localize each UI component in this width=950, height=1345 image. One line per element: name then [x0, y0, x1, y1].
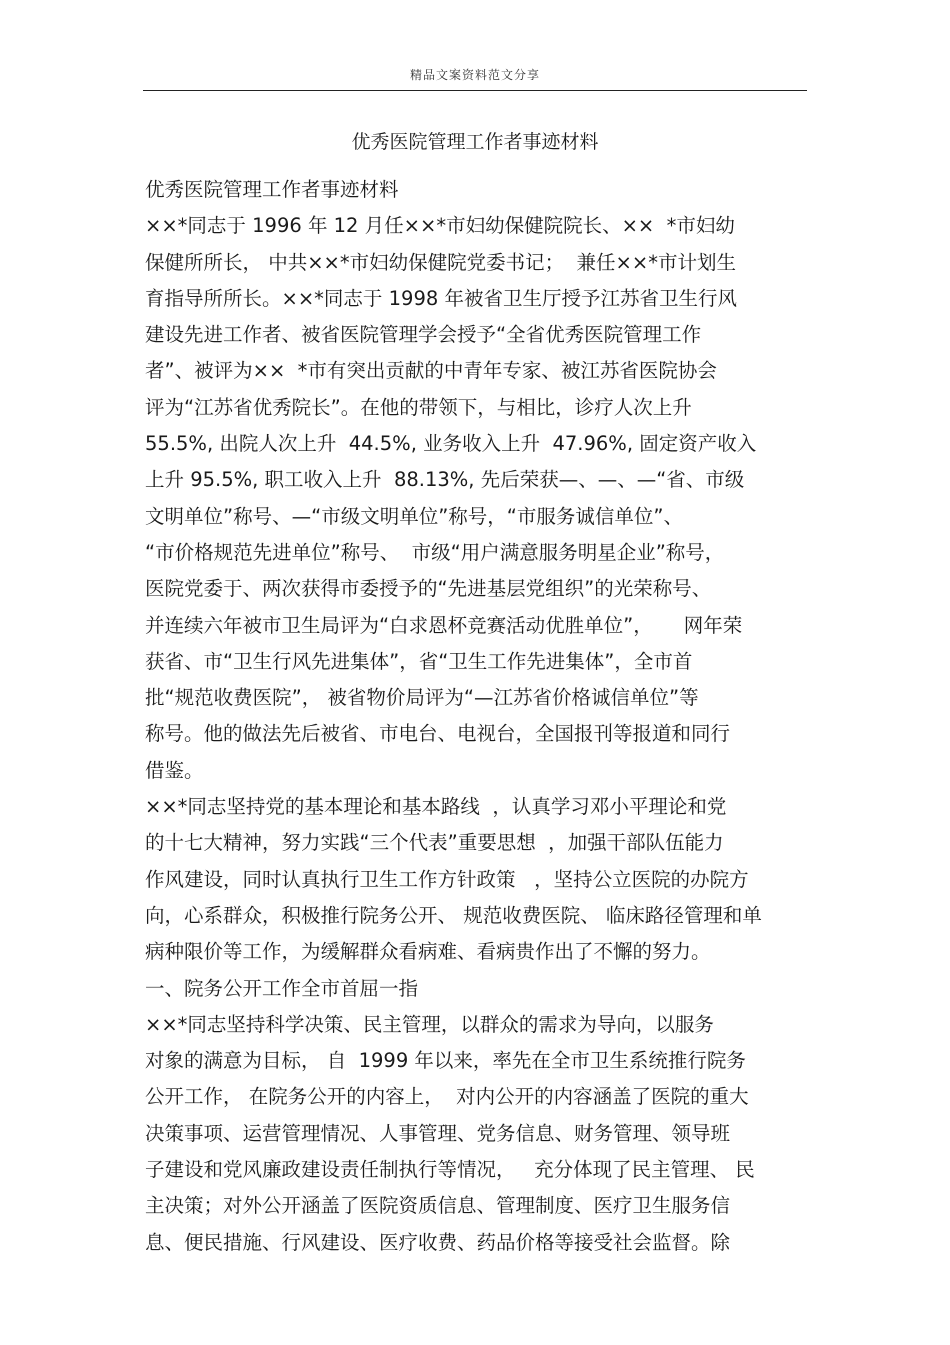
text-line: 育指导所所长。××*同志于 1998 年被省卫生厅授予江苏省卫生行风 [145, 286, 737, 310]
text-line: 决策事项、运营管理情况、人事管理、党务信息、财务管理、领导班 [145, 1121, 731, 1145]
text-line: 向，心系群众，积极推行院务公开、 规范收费医院、 临床路径管理和单 [145, 903, 762, 927]
text-line: ××*同志坚持科学决策、民主管理，以群众的需求为导向，以服务 [145, 1012, 714, 1036]
text-line: 对象的满意为目标， 自 1999 年以来，率先在全市卫生系统推行院务 [145, 1049, 746, 1073]
page-header: 精品文案资料范文分享 [409, 68, 540, 82]
text-line: 批“规范收费医院”， 被省物价局评为“—江苏省价格诚信单位”等 [145, 686, 699, 710]
text-line: 获省、市“卫生行风先进集体”，省“卫生工作先进集体”，全市首 [145, 649, 693, 673]
text-line: 55.5%, 出院人次上升 44.5%, 业务收入上升 47.96%, 固定资产收入 [145, 432, 757, 456]
text-line: 借鉴。 [145, 758, 204, 782]
text-line: 的十七大精神，努力实践“三个代表”重要思想 ，加强干部队伍能力 [145, 831, 724, 855]
text-line: 主决策；对外公开涵盖了医院资质信息、管理制度、医疗卫生服务信 [145, 1194, 731, 1218]
text-line: 上升 95.5%, 职工收入上升 88.13%, 先后荣获—、—、—“省、市级 [145, 468, 745, 492]
text-line: 优秀医院管理工作者事迹材料 [145, 178, 399, 201]
document-body [145, 172, 815, 1261]
document-title: 优秀医院管理工作者事迹材料 [351, 131, 599, 153]
text-line: 病种限价等工作，为缓解群众看病难、看病贵作出了不懈的努力。 [145, 940, 711, 964]
text-line: 并连续六年被市卫生局评为“白求恩杯竞赛活动优胜单位”， 网年荣 [145, 613, 743, 637]
text-line: 公开工作， 在院务公开的内容上， 对内公开的内容涵盖了医院的重大 [145, 1085, 749, 1109]
text-line: 保健所所长， 中共××*市妇幼保健院党委书记； 兼任××*市计划生 [145, 250, 736, 274]
text-line: 评为“江苏省优秀院长”。在他的带领下，与相比，诊疗人次上升 [145, 395, 692, 419]
text-line: 者”、被评为×× *市有突出贡献的中青年专家、被江苏省医院协会 [145, 359, 717, 383]
text-line: 息、便民措施、行风建设、医疗收费、药品价格等接受社会监督。除 [145, 1230, 731, 1254]
text-line: 建设先进工作者、被省医院管理学会授予“全省优秀医院管理工作 [145, 323, 702, 347]
text-line: 医院党委于、两次获得市委授予的“先进基层党组织”的光荣称号、 [145, 577, 712, 601]
text-line: 文明单位”称号、—“市级文明单位”称号，“市服务诚信单位”、 [145, 504, 684, 528]
section-heading: 一、院务公开工作全市首屈一指 [145, 976, 419, 1000]
text-line: 子建设和党风廉政建设责任制执行等情况， 充分体现了民主管理、 民 [145, 1158, 755, 1182]
header-divider [143, 90, 807, 91]
text-line: 称号。他的做法先后被省、市电台、电视台，全国报刊等报道和同行 [145, 722, 731, 746]
text-line: ××*同志于 1996 年 12 月任××*市妇幼保健院院长、×× *市妇幼 [145, 214, 735, 238]
text-line: “市价格规范先进单位”称号、 市级“用户满意服务明星企业”称号， [145, 540, 725, 564]
text-line: 作风建设，同时认真执行卫生工作方针政策 ，坚持公立医院的办院方 [145, 867, 749, 891]
text-line: ××*同志坚持党的基本理论和基本路线 ，认真学习邓小平理论和党 [145, 795, 727, 819]
